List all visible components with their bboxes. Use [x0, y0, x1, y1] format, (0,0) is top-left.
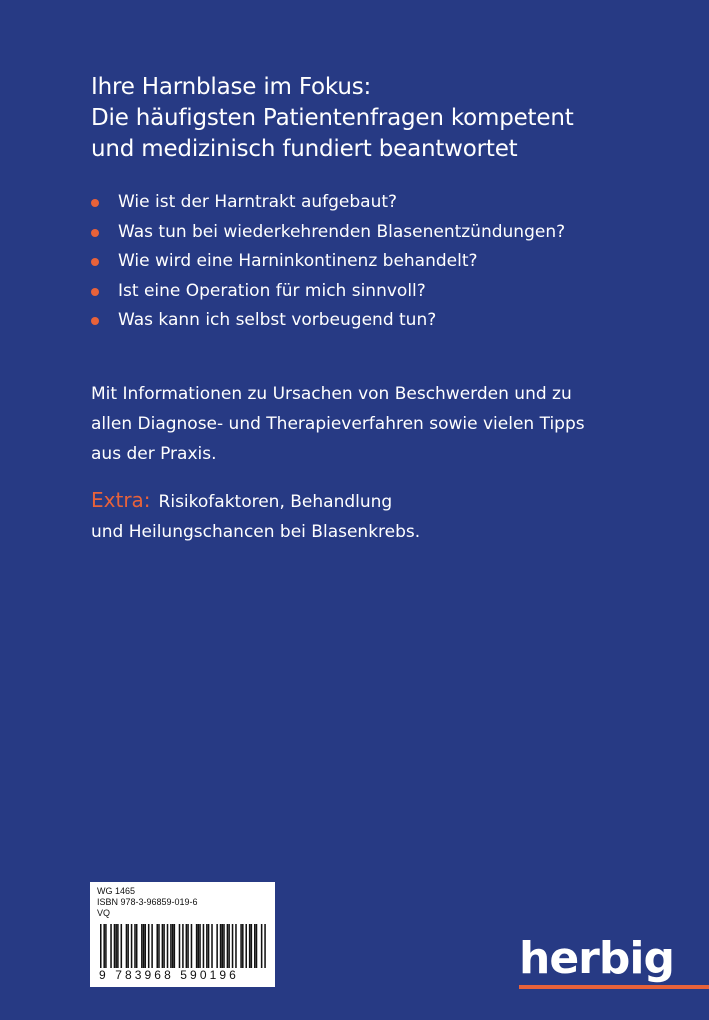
extra-label: Extra:	[91, 488, 151, 512]
barcode-bar	[203, 924, 205, 968]
barcode-bar	[143, 924, 145, 968]
extra-text: Risikofaktoren, Behandlung	[158, 492, 393, 512]
barcode-bar	[172, 924, 174, 968]
barcode-bar	[228, 924, 230, 968]
barcode-bar	[117, 924, 119, 968]
publisher-logo	[519, 933, 709, 992]
question-list	[91, 188, 691, 336]
barcode-bar	[242, 924, 244, 968]
barcode-bar	[105, 924, 107, 968]
barcode-bar	[179, 924, 181, 968]
question-item: Wie wird eine Harninkontinenz behandelt?	[91, 247, 691, 277]
barcode-bar	[199, 924, 201, 968]
barcode-bar	[191, 924, 193, 968]
barcode-bar	[240, 924, 242, 968]
barcode-label	[90, 882, 275, 987]
logo-text: herbig	[519, 933, 674, 984]
barcode-bar	[141, 924, 143, 968]
barcode-bar	[251, 924, 253, 968]
barcode-bar	[206, 924, 208, 968]
barcode-bar	[115, 924, 117, 968]
barcode-bars	[100, 924, 266, 968]
barcode-bar	[127, 924, 129, 968]
barcode-bar	[144, 924, 146, 968]
info-line: allen Diagnose- und Therapieverfahren sowie vielen Tipps	[91, 414, 585, 434]
extra-paragraph	[91, 485, 651, 547]
barcode-bar	[174, 924, 176, 968]
barcode-bar	[110, 924, 112, 968]
barcode-digits: 9 783968 590196	[99, 968, 239, 982]
barcode-bar	[167, 924, 169, 968]
barcode-bar	[158, 924, 160, 968]
barcode-bar	[235, 924, 237, 968]
barcode-bar	[216, 924, 218, 968]
barcode-bar	[222, 924, 224, 968]
barcode-bar	[126, 924, 128, 968]
barcode-bar	[163, 924, 165, 968]
info-line: Mit Informationen zu Ursachen von Beschwerden und zu	[91, 384, 572, 404]
isbn-number: ISBN 978-3-96859-019-6	[97, 897, 198, 907]
barcode-bar	[131, 924, 133, 968]
barcode-bar	[134, 924, 136, 968]
headline-line: Ihre Harnblase im Fokus:	[91, 74, 372, 100]
barcode-bar	[245, 924, 247, 968]
info-line: aus der Praxis.	[91, 444, 217, 464]
barcode-bar	[208, 924, 210, 968]
barcode-bar	[198, 924, 200, 968]
question-item: Ist eine Operation für mich sinnvoll?	[91, 277, 691, 307]
extra-line-1	[91, 485, 651, 517]
barcode-bar	[249, 924, 251, 968]
barcode-bar	[151, 924, 153, 968]
barcode-bar	[121, 924, 123, 968]
info-paragraph	[91, 379, 651, 469]
headline	[91, 72, 691, 165]
question-item: Wie ist der Harntrakt aufgebaut?	[91, 188, 691, 218]
barcode-bar	[148, 924, 150, 968]
barcode-bar	[114, 924, 116, 968]
barcode-bar	[220, 924, 222, 968]
barcode-bar	[261, 924, 263, 968]
extra-line-2: und Heilungschancen bei Blasenkrebs.	[91, 522, 421, 542]
barcode-bar	[223, 924, 225, 968]
barcode-bar	[211, 924, 213, 968]
barcode-bar	[156, 924, 158, 968]
question-item: Was kann ich selbst vorbeugend tun?	[91, 306, 691, 336]
wg-number: WG 1465	[97, 886, 136, 896]
barcode-bar	[264, 924, 266, 968]
barcode-bar	[162, 924, 164, 968]
question-item: Was tun bei wiederkehrenden Blasenentzündungen?	[91, 218, 691, 248]
headline-line: Die häufigsten Patientenfragen kompetent	[91, 105, 574, 131]
barcode-bar	[170, 924, 172, 968]
barcode-bar	[232, 924, 234, 968]
barcode-bar	[182, 924, 184, 968]
barcode-bar	[136, 924, 138, 968]
barcode-bar	[103, 924, 105, 968]
vq-code: VQ	[97, 908, 111, 918]
barcode-bar	[187, 924, 189, 968]
barcode-bar	[254, 924, 256, 968]
barcode-bar	[227, 924, 229, 968]
barcode-bar	[186, 924, 188, 968]
logo-underline	[519, 985, 709, 989]
barcode-bar	[256, 924, 258, 968]
barcode-bar	[100, 924, 102, 968]
headline-line: und medizinisch fundiert beantwortet	[91, 136, 518, 162]
barcode-bar	[196, 924, 198, 968]
